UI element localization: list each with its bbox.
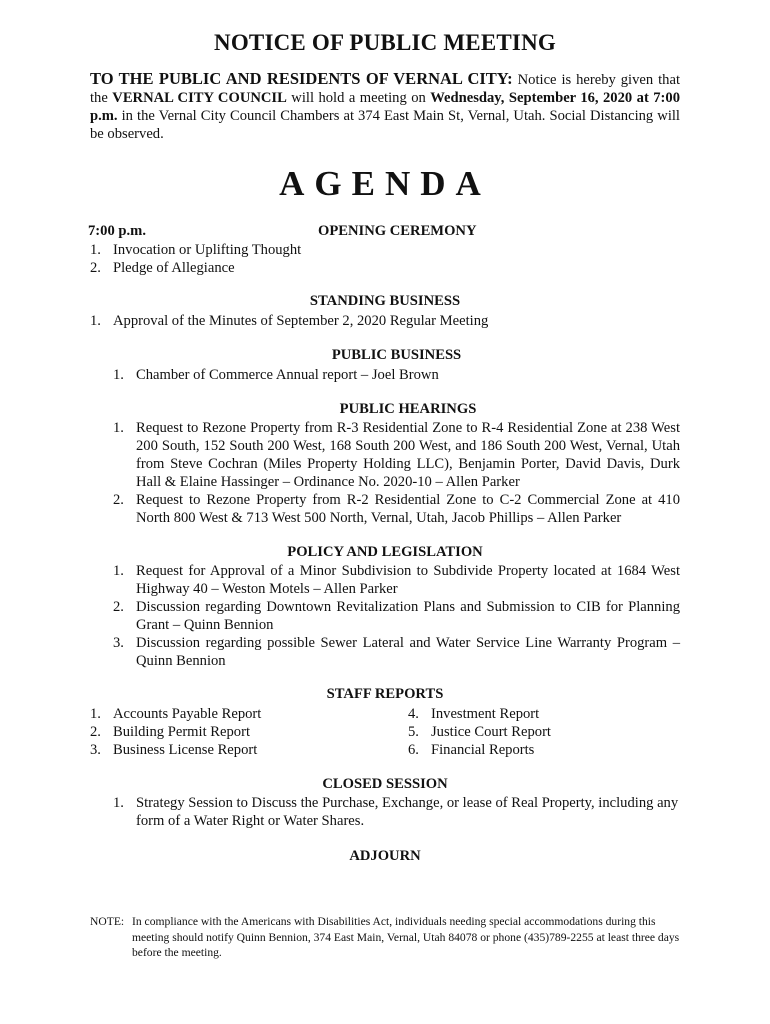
intro-text-2: will hold a meeting on (286, 90, 431, 106)
list-item (113, 366, 680, 384)
item-text: Request to Rezone Property from R-3 Residential Zone to R-4 Residential Zone at 238 West 200 South, 152 South 200 West, 168 South 200 West, and 186 South 200 West, Vernal, Utah from Steve Cochran (Miles Property Holding LLC), Benjamin Porter, David Davis, Durk Hall & Elaine Hassinger – Ordinance No. 2020-10 – Allen Parker (136, 420, 680, 490)
council-name: VERNAL CITY COUNCIL (112, 90, 287, 106)
list-item (113, 419, 680, 491)
list-item (408, 741, 668, 759)
list-item (113, 634, 680, 670)
item-text: Justice Court Report (431, 724, 551, 740)
list-item (90, 241, 680, 259)
item-text: Financial Reports (431, 742, 535, 758)
list-item (113, 598, 680, 634)
list-item (90, 741, 350, 759)
intro-text-3: in the Vernal City Council Chambers at 374 East Main St, Vernal, Utah. Social Distancing will be observed. (90, 108, 680, 142)
item-number: 6. (408, 742, 419, 758)
list-item (90, 705, 350, 723)
item-text: Approval of the Minutes of September 2, 2020 Regular Meeting (113, 313, 489, 329)
item-number: 1. (90, 706, 101, 722)
item-number: 1. (90, 313, 101, 329)
item-text: Request to Rezone Property from R-2 Residential Zone to C-2 Commercial Zone at 410 North 800 West & 713 West 500 North, Vernal, Utah, Jacob Phillips – Allen Parker (136, 492, 680, 526)
meeting-datetime: Wednesday, September 16, 2020 at 7:00 p.m. (90, 90, 680, 124)
heading-public-business: PUBLIC BUSINESS (331, 347, 462, 363)
heading-policy-legislation: POLICY AND LEGISLATION (287, 544, 483, 560)
list-item (113, 794, 680, 830)
heading-closed-session: CLOSED SESSION (322, 776, 448, 792)
item-number: 5. (408, 724, 419, 740)
item-number: 1. (113, 795, 124, 811)
item-text: Request for Approval of a Minor Subdivision to Subdivide Property located at 1684 West Highway 40 – Weston Motels – Allen Parker (136, 563, 680, 597)
item-text: Building Permit Report (113, 724, 251, 740)
list-item (113, 491, 680, 527)
item-number: 1. (113, 563, 124, 579)
list-item (90, 312, 680, 330)
list-item (90, 259, 680, 277)
item-number: 2. (113, 599, 124, 615)
item-number: 1. (90, 242, 101, 258)
intro-lead: TO THE PUBLIC AND RESIDENTS OF VERNAL CITY: (90, 69, 513, 88)
item-text: Invocation or Uplifting Thought (113, 242, 302, 258)
item-text: Pledge of Allegiance (113, 260, 235, 276)
page-title: NOTICE OF PUBLIC MEETING (214, 30, 556, 55)
heading-opening-ceremony: OPENING CEREMONY (318, 223, 477, 239)
meeting-time: 7:00 p.m. (88, 223, 146, 239)
item-text: Investment Report (431, 706, 540, 722)
item-number: 1. (113, 367, 124, 383)
item-number: 3. (113, 635, 124, 651)
note-text: In compliance with the Americans with Disabilities Act, individuals needing special accommodations during this meeting should notify Quinn Bennion, 374 East Main, Vernal, Utah 84078 or phone (435)789-2255 at least three days before the meeting. (132, 915, 680, 959)
agenda-title: AGENDA (279, 164, 491, 203)
list-item (408, 705, 668, 723)
item-text: Accounts Payable Report (113, 706, 262, 722)
item-number: 2. (113, 492, 124, 508)
heading-staff-reports: STAFF REPORTS (326, 686, 444, 702)
item-number: 1. (113, 420, 124, 436)
item-text: Chamber of Commerce Annual report – Joel Brown (136, 367, 439, 383)
item-number: 4. (408, 706, 419, 722)
item-text: Strategy Session to Discuss the Purchase, Exchange, or lease of Real Property, including any form of a Water Right or Water Shares. (136, 795, 679, 829)
heading-standing-business: STANDING BUSINESS (309, 293, 461, 309)
heading-adjourn: ADJOURN (349, 848, 421, 864)
item-number: 2. (90, 260, 101, 276)
intro-paragraph (90, 70, 680, 143)
heading-public-hearings: PUBLIC HEARINGS (339, 401, 477, 417)
note-label: NOTE: (90, 915, 125, 928)
item-number: 3. (90, 742, 101, 758)
item-text: Discussion regarding possible Sewer Lateral and Water Service Line Warranty Program – Quinn Bennion (136, 635, 680, 669)
item-text: Business License Report (113, 742, 258, 758)
list-item (90, 723, 350, 741)
list-item (408, 723, 668, 741)
item-text: Discussion regarding Downtown Revitalization Plans and Submission to CIB for Planning Grant – Quinn Bennion (136, 599, 680, 633)
item-number: 2. (90, 724, 101, 740)
intro-text-1: Notice is hereby given that the (90, 72, 681, 106)
list-item (113, 562, 680, 598)
